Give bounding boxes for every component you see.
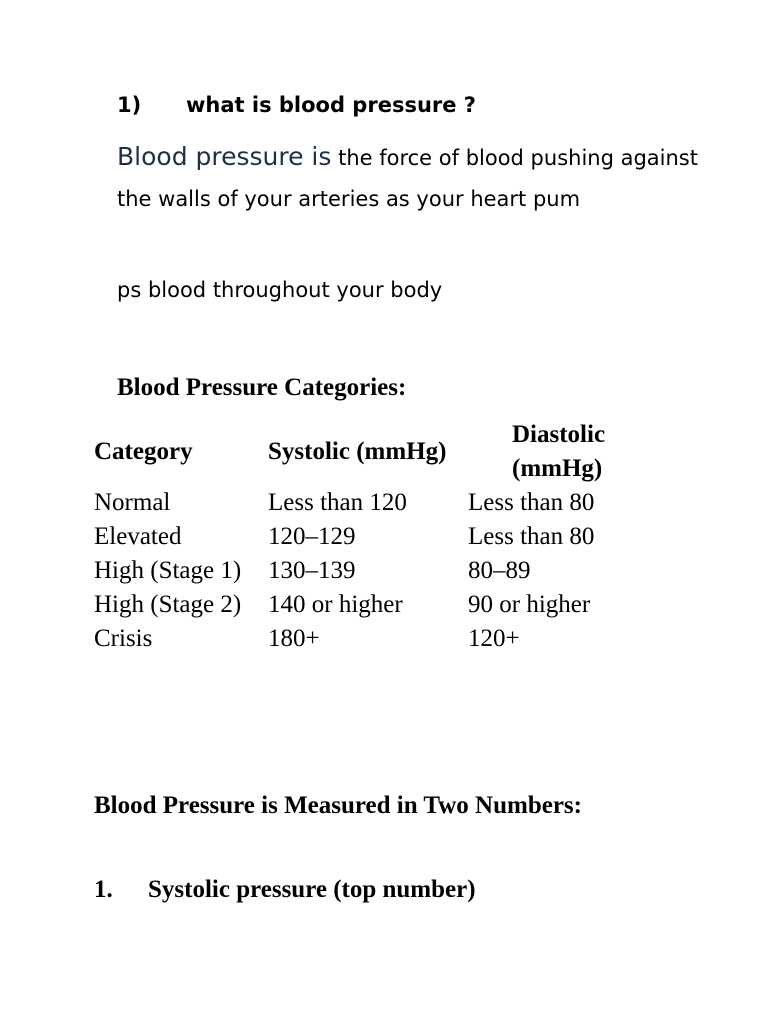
answer-lead: Blood pressure is [117,142,332,171]
cell-systolic: 180+ [268,625,320,652]
table-row [88,554,682,588]
measured-heading: Blood Pressure is Measured in Two Numbers: [94,792,582,819]
list-item [94,872,476,908]
header-diastolic: Diastolic (mmHg) [512,421,606,482]
question-heading [117,89,476,121]
cell-systolic: Less than 120 [268,489,407,516]
cell-systolic: 120–129 [268,523,356,550]
cell-category: Normal [94,489,171,516]
cell-diastolic: 90 or higher [468,591,591,618]
table-row [88,520,682,554]
table-header-row [88,418,682,486]
question-number: 1) [117,93,142,117]
list-item-text: Systolic pressure (top number) [148,876,476,903]
cell-diastolic: 80–89 [468,557,531,584]
question-text: what is blood pressure ? [186,93,476,117]
answer-continuation: ps blood throughout your body [117,278,443,302]
categories-heading: Blood Pressure Categories: [117,374,407,401]
cell-systolic: 130–139 [268,557,356,584]
answer-body: the force of blood pushing against the walls of your arteries as your heart pum [117,146,698,211]
cell-category: Crisis [94,625,153,652]
cell-systolic: 140 or higher [268,591,403,618]
bp-categories-table [88,418,682,656]
cell-diastolic: Less than 80 [468,489,595,516]
header-category: Category [94,438,193,465]
table-row [88,588,682,622]
cell-category: High (Stage 1) [94,557,242,584]
table-row [88,622,682,656]
cell-category: Elevated [94,523,182,550]
cell-diastolic: Less than 80 [468,523,595,550]
cell-category: High (Stage 2) [94,591,242,618]
list-item-number: 1. [94,876,113,903]
table-row [88,486,682,520]
header-systolic: Systolic (mmHg) [268,438,447,465]
answer-paragraph [117,136,717,220]
cell-diastolic: 120+ [468,625,520,652]
